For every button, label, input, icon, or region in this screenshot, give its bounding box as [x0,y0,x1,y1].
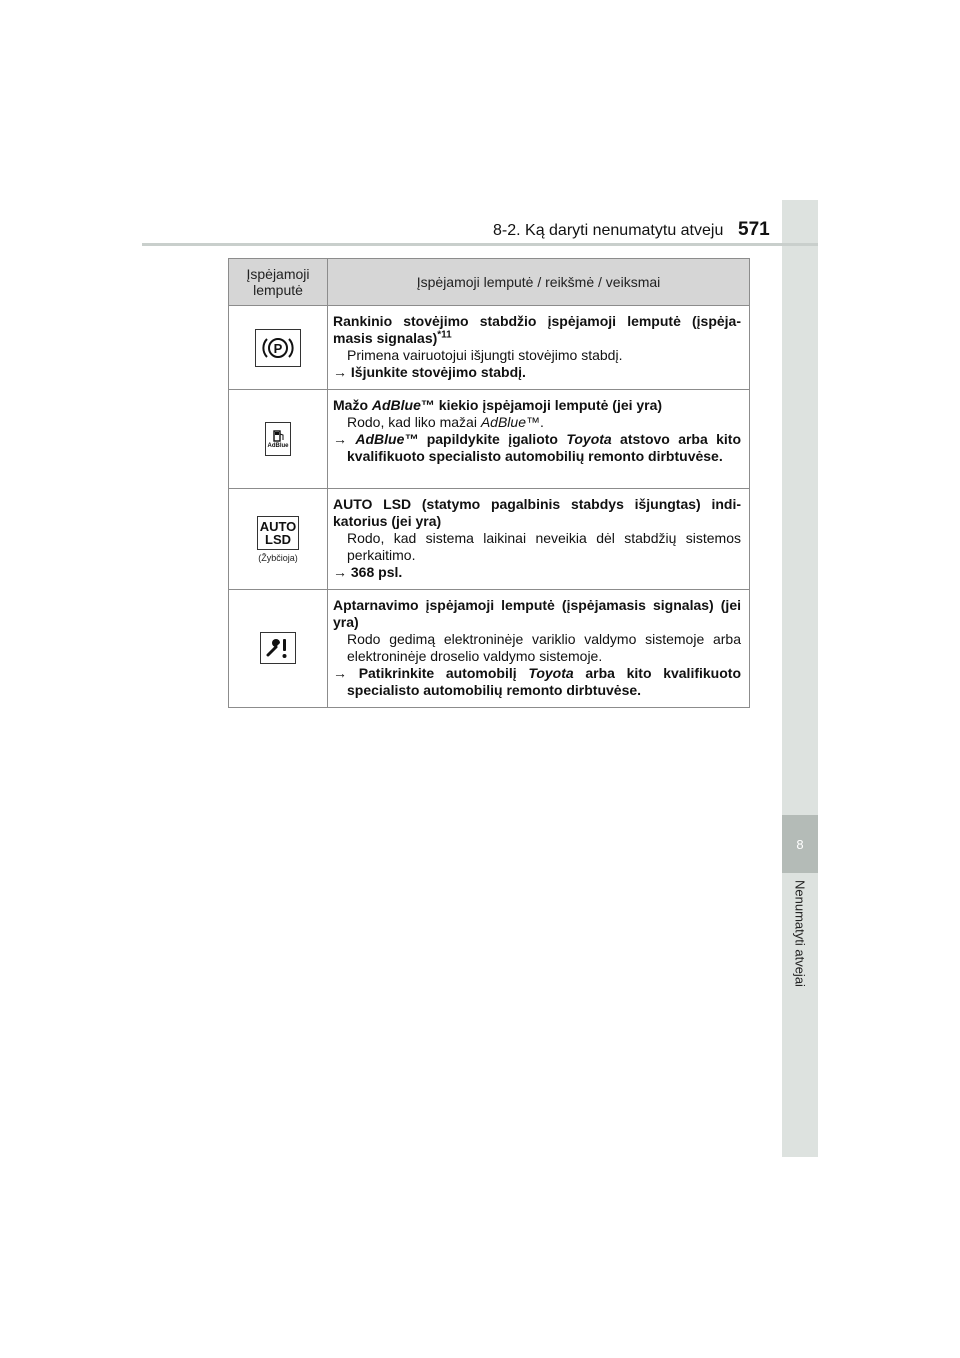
icon-cell [229,306,328,390]
row-title-part: Mažo [333,397,372,413]
chapter-label: Nenumatyti atvejai [792,880,808,987]
text-cell [328,306,750,390]
svg-text:P: P [273,340,283,356]
section-title: 8-2. Ką daryti nenumatytu atveju [493,222,724,239]
page-number: 571 [738,219,770,240]
text-cell [328,390,750,489]
icon-cell [229,390,328,489]
row-title-brand: AdBlue [371,397,421,413]
row-description-part: Rodo, kad liko mažai [347,414,481,430]
col-header-light: Įspėjamoji lemputė [229,259,328,306]
row-title: AUTO LSD (statymo pagalbinis stabdys išjungtas) indi-katorius (jei yra) [333,496,741,529]
row-title: Rankinio stovėjimo stabdžio įspėjamoji lemputė (įspėja-masis signalas) [333,313,741,346]
arrow-glyph: → [333,364,347,380]
text-cell [328,590,750,708]
row-action-brand: AdBlue™ [355,431,419,447]
table-header-row [229,259,750,306]
auto-lsd-line2: LSD [265,531,291,547]
col-header-meaning: Įspėjamoji lemputė / reikšmė / veiksmai [328,259,750,306]
table-row [229,489,750,590]
warning-lights-table [228,258,750,708]
chapter-side-tab [782,200,818,1157]
footnote-ref: *11 [437,329,452,341]
header-divider [142,243,818,246]
row-description-part: ™. [526,414,544,430]
row-title-part: ™ kiekio įspėjamoji lemputė (jei yra) [420,397,663,413]
row-action-part: arba kito kvalifikuoto specialisto automobilių remonto dirbtuvėse. [347,665,741,698]
adblue-icon [265,422,291,456]
row-action-part: Patikrinkite automobilį [358,665,529,681]
chapter-number: 8 [782,815,818,873]
row-action-part: atstovo arba kito kvalifikuoto specialisto automobilių remonto dirbtuvėse. [347,431,742,464]
row-title: Aptarnavimo įspėjamoji lemputė (įspėjamasis signalas) (jei yra) [333,597,741,630]
row-description: Rodo, kad sistema laikinai neveikia dėl stabdžių sistemos perkaitimo. [347,530,741,563]
row-action: 368 psl. [350,564,403,580]
row-description: Primena vairuotojui išjungti stovėjimo stabdį. [347,347,623,363]
auto-lsd-line1: AUTO [259,518,297,534]
icon-cell [229,590,328,708]
adblue-icon-label: AdBlue [267,442,289,449]
icon-cell [229,489,328,590]
maintenance-warning-icon [260,632,296,664]
table-row [229,590,750,708]
row-action-brand: Toyota [566,431,612,447]
arrow-glyph: → [333,564,347,580]
table-row [229,306,750,390]
table-row [229,390,750,489]
auto-lsd-icon [257,516,299,550]
arrow-glyph: → [333,665,347,681]
text-cell [328,489,750,590]
row-action-part: papildykite įgalioto [418,431,567,447]
arrow-glyph: → [333,431,347,447]
row-description: Rodo gedimą elektroninėje variklio valdymo sistemoje arba elektroninėje droselio valdymo sistemoje. [347,631,741,664]
row-action-brand: Toyota [528,665,574,681]
flashing-note: (Žybčioja) [258,552,298,563]
parking-brake-icon [255,329,301,367]
row-action: Išjunkite stovėjimo stabdį. [350,364,526,380]
row-description-brand: AdBlue [480,414,526,430]
